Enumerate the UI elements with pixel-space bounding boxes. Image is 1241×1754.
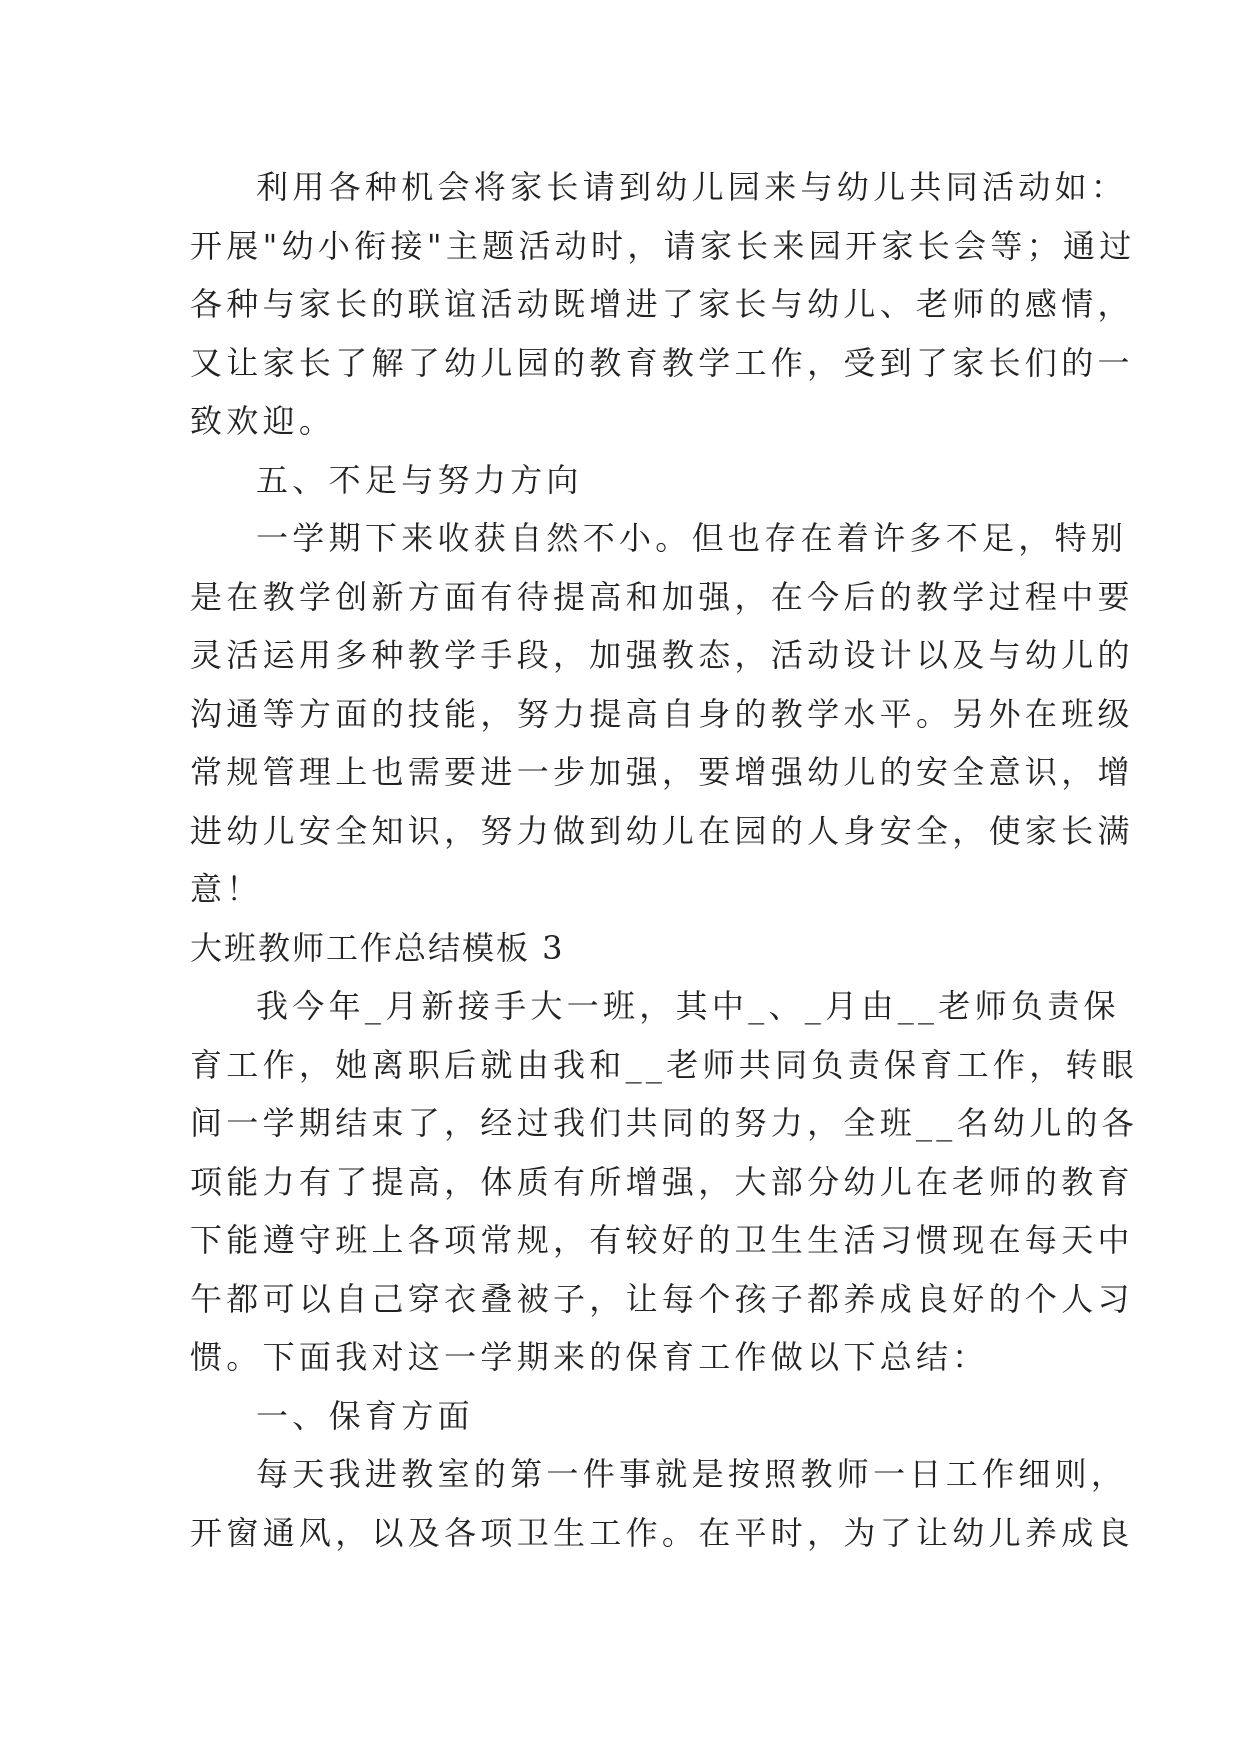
text-line: 下能遵守班上各项常规，有较好的卫生生活习惯现在每天中 [190, 1221, 1134, 1259]
text-line: 沟通等方面的技能，努力提高自身的教学水平。另外在班级 [190, 694, 1134, 733]
text-line: 进幼儿安全知识，努力做到幼儿在园的人身安全，使家长满 [190, 811, 1134, 850]
text-line: 是在教学创新方面有待提高和加强，在今后的教学过程中要 [190, 577, 1134, 616]
text-line: 灵活运用多种教学手段，加强教态，活动设计以及与幼儿的 [190, 636, 1134, 674]
text-line: 惯。下面我对这一学期来的保育工作做以下总结： [190, 1338, 989, 1376]
text-line: 常规管理上也需要进一步加强，要增强幼儿的安全意识，增 [190, 753, 1134, 791]
text-line: 间一学期结束了，经过我们共同的努力，全班__名幼儿的各 [190, 1104, 1139, 1142]
text-line: 致欢迎。 [190, 402, 336, 440]
text-line: 我今年_月新接手大一班，其中_、_月由__老师负责保 [256, 987, 1120, 1025]
text-line: 各种与家长的联谊活动既增进了家长与幼儿、老师的感情， [190, 285, 1134, 323]
document-title: 大班教师工作总结模板 3 [190, 928, 565, 967]
section-heading: 五、不足与努力方向 [256, 460, 583, 499]
text-line: 一学期下来收获自然不小。但也存在着许多不足，特别 [256, 519, 1128, 557]
text-line: 开窗通风，以及各项卫生工作。在平时，为了让幼儿养成良 [190, 1513, 1134, 1552]
text-line: 项能力有了提高，体质有所增强，大部分幼儿在老师的教育 [190, 1162, 1134, 1201]
text-line: 每天我进教室的第一件事就是按照教师一日工作细则， [256, 1455, 1128, 1493]
text-line: 开展"幼小衔接"主题活动时，请家长来园开家长会等；通过 [190, 226, 1136, 265]
text-line: 育工作，她离职后就由我和__老师共同负责保育工作，转眼 [190, 1045, 1139, 1084]
text-line: 利用各种机会将家长请到幼儿园来与幼儿共同活动如： [256, 168, 1128, 206]
text-line: 午都可以自己穿衣叠被子，让每个孩子都养成良好的个人习 [190, 1279, 1134, 1318]
text-line: 意！ [190, 870, 263, 908]
document-page [190, 158, 1139, 1562]
section-heading: 一、保育方面 [256, 1396, 474, 1435]
text-line: 又让家长了解了幼儿园的教育教学工作，受到了家长们的一 [190, 343, 1134, 382]
